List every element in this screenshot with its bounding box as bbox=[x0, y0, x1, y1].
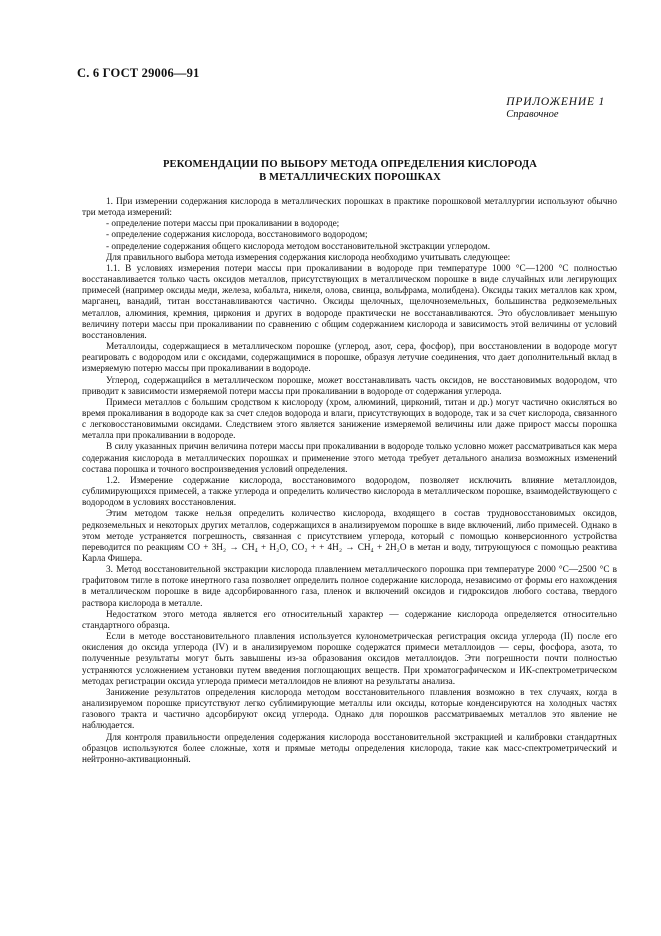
paragraph: 3. Метод восстановительной экстракции кислорода плавлением металлического порошка при температуре 2000 °С—2500 °С в графитовом тигле в потоке инертного газа позволяет определить полное содержание кислорода, независимо от формы его нахождения в металлическом порошке в виде адсорбированного газа, пленок и включений оксидов и гидроксидов любого состава, твердого раствора кислорода в металле. bbox=[82, 565, 617, 609]
paragraph: 1.2. Измерение содержание кислорода, восстановимого водородом, позволяет исключить влияние металлоидов, сублимирующихся примесей, а также углерода и определить количество кислорода в металлическом порошке, взаимодействующего с водородом в условиях восстановления. bbox=[82, 475, 617, 509]
paragraph: В силу указанных причин величина потери массы при прокаливании в водороде только условно может рассматриваться как мера содержания кислорода в металлических порошках и применение этого метода требует детального анализа возможных изменений состава порошка и точного воспроизведения условий определения. bbox=[82, 442, 617, 475]
list-item: - определение содержания общего кислорода методом восстановительной экстракции углеродом. bbox=[106, 241, 491, 252]
section-title-line-2: В МЕТАЛЛИЧЕСКИХ ПОРОШКАХ bbox=[259, 171, 441, 183]
section-title-line-1: РЕКОМЕНДАЦИИ ПО ВЫБОРУ МЕТОДА ОПРЕДЕЛЕНИЯ КИСЛОРОДА bbox=[162, 159, 538, 170]
section-title bbox=[80, 159, 620, 184]
paragraph: Для контроля правильности определения содержания кислорода восстановительной экстракцией и калибровки стандартных образцов используются более сложные, хотя и прямые методы определения кислорода, такие как масс-спектрометрический и нейтронно-активационный. bbox=[82, 732, 617, 765]
paragraph: 1.1. В условиях измерения потери массы при прокаливании в водороде при температуре 1000 °С—1200 °С полностью восстанавливается только часть оксидов металлов, присутствующих в металлическом порошке в виде случайных или легирующих примесей (например оксиды меди, железа, кобальта, никеля, олова, свинца, вольфрама, молибдена). Оксиды таких металлов как хром, марганец, ванадий, титан восстанавливаются частично. Оксиды щелочных, щелочноземельных, большинства редкоземельных металлов, алюминия, кремния, циркония и других в водороде практически не восстанавливаются. Это обусловливает меньшую величину потери массы при прокаливании по сравнению с общим содержанием кислорода и зависимость этой величины от условий восстановления. bbox=[82, 263, 617, 341]
paragraph: Примеси металлов с большим сродством к кислороду (хром, алюминий, цирконий, титан и др.) могут частично окисляться во время прокаливания в водороде как за счет следов водорода и влаги, присутствующих в водороде, так и за счет кислорода, связанного с легковосстановимыми оксидами. Следствием этого является занижение измеряемой величины или даже прирост массы порошка металла при прокаливании в водороде. bbox=[82, 397, 617, 442]
appendix-label-block bbox=[506, 96, 605, 120]
paragraph: Этим методом также нельзя определить количество кислорода, входящего в состав трудновосстановимых оксидов, редкоземельных и некоторых других металлов, содержащихся в анализируемом порошке в виде включений, либо примесей. Однако в этом методе устраняется погрешность, связанная с присутствием углерода, который с помощью конверсионного устройства переводится по реакциям CO + 3H₂ → CH₄ + H₂O, CO₂ + + 4H₂ → CH₄ + 2H₂O в метан и воду, титрующуюся с помощью реактива Карла Фишера. bbox=[82, 509, 617, 564]
list-item: - определение содержания кислорода, восстановимого водородом; bbox=[106, 230, 368, 241]
list-item: - определение потери массы при прокаливании в водороде; bbox=[106, 219, 340, 230]
paragraph: Недостатком этого метода является его относительный характер — содержание кислорода определяется относительно стандартного образца. bbox=[82, 609, 617, 631]
paragraph: Металлоиды, содержащиеся в металлическом порошке (углерод, азот, сера, фосфор), при восстановлении в водороде могут реагировать с водородом или с оксидами, содержащимися в порошке, образуя летучие соединения, что дает дополнительный вклад в измеряемую потерю массы при прокаливании в водороде. bbox=[82, 342, 617, 375]
paragraph: Если в методе восстановительного плавления используется кулонометрическая регистрация оксида углерода (II) после его окисления до оксида углерода (IV) и в анализируемом порошке содержатся примеси металлоидов — серы, фосфора, азота, то полученные результаты могут быть завышены из-за образования оксидов металлоидов. Эти погрешности почти полностью устраняются усложнением установки путем введения поглощающих веществ. При хроматографическом и ИК-спектрометрическом методах регистрации оксида углерода примеси металлоидов не влияют на результаты анализа. bbox=[82, 632, 617, 687]
paragraph: Для правильного выбора метода измерения содержания кислорода необходимо учитывать следующее: bbox=[106, 252, 511, 263]
paragraph: 1. При измерении содержания кислорода в металлических порошках в практике порошковой металлургии используют обычно три метода измерений: bbox=[82, 197, 617, 219]
appendix-label: ПРИЛОЖЕНИЕ 1 bbox=[506, 96, 605, 108]
page-header: С. 6 ГОСТ 29006—91 bbox=[77, 66, 200, 80]
body-text bbox=[82, 197, 617, 766]
appendix-sublabel: Справочное bbox=[506, 109, 559, 120]
paragraph: Углерод, содержащийся в металлическом порошке, может восстанавливать часть оксидов, не восстановимых водородом, что приводит к зависимости измеряемой потери массы при прокаливании в водороде от содержания углерода. bbox=[82, 375, 617, 397]
paragraph: Занижение результатов определения кислорода методом восстановительного плавления возможно в тех случаях, когда в анализируемом порошке присутствуют легко сублимирующие металлы или оксиды, которые конденсируются на холодных частях газового тракта и частично адсорбируют оксид углерода. Однако для порошков рассматриваемых металлов это явление не наблюдается. bbox=[82, 687, 617, 732]
